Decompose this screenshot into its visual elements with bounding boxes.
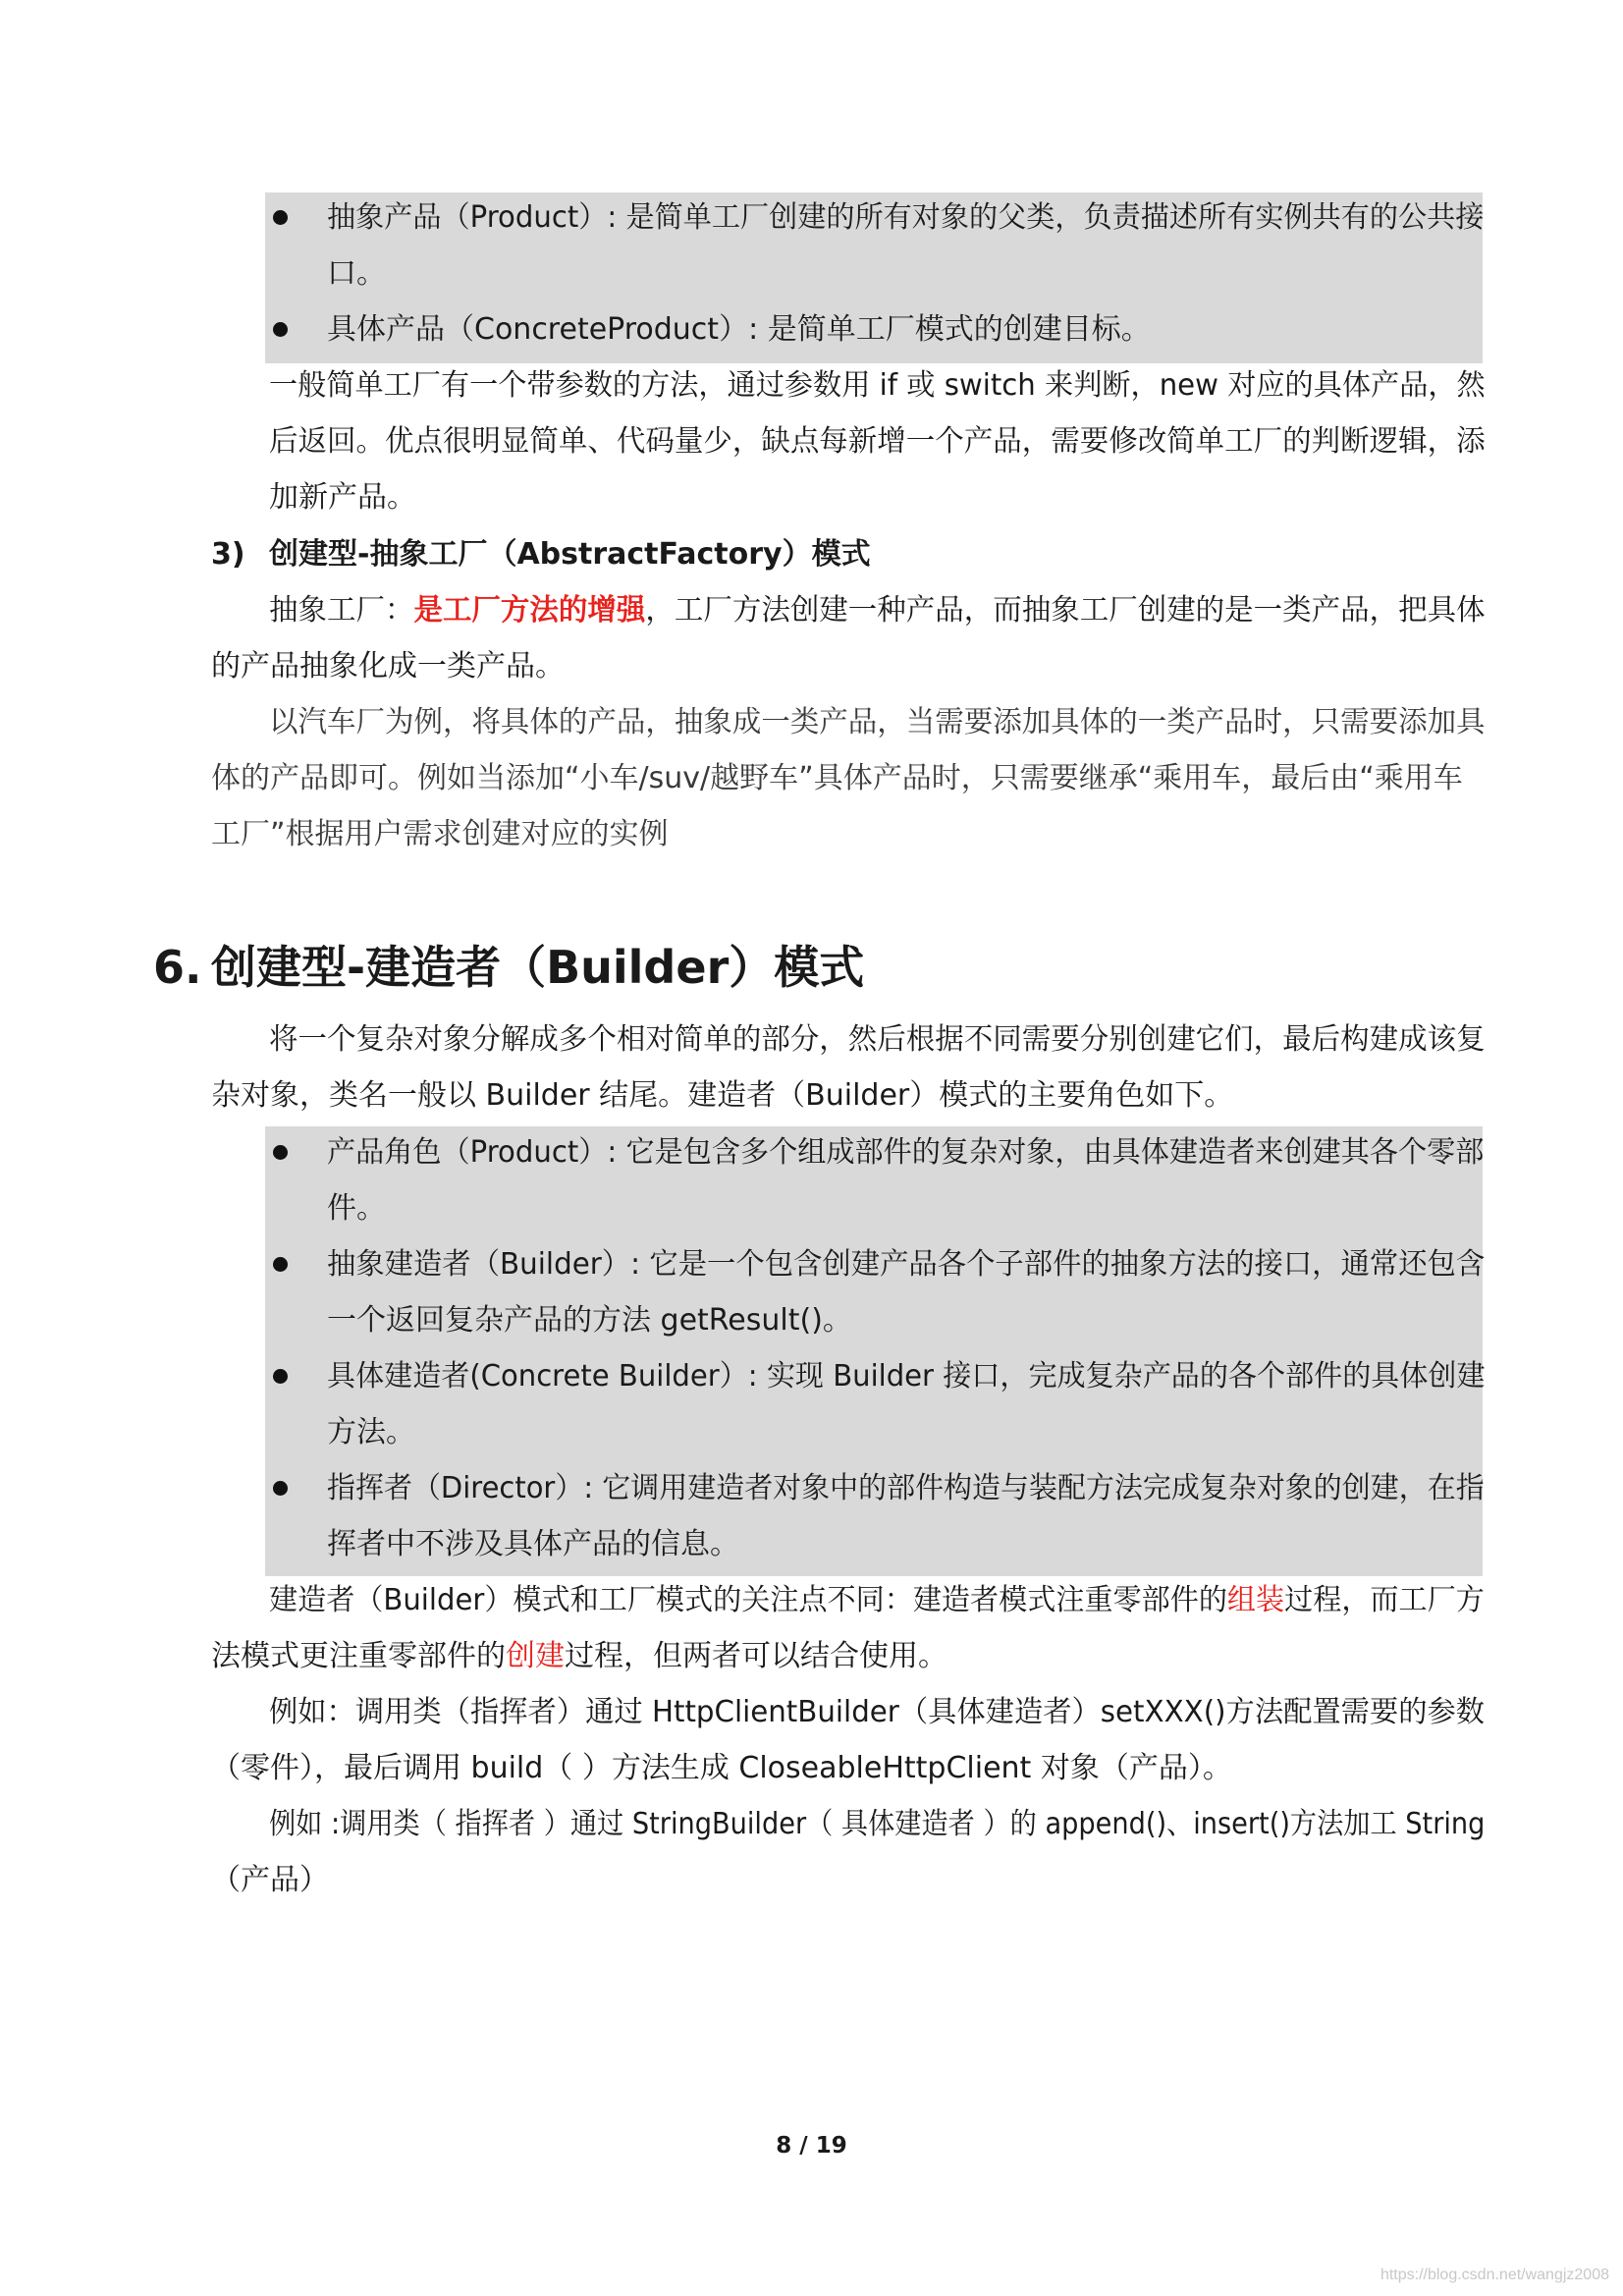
example2-line2: （产品）	[211, 1863, 329, 1897]
bullet-director-line1: 指挥者（Director）: 它调用建造者对象中的部件构造与装配方法完成复杂对象的创建，在指	[327, 1471, 1485, 1505]
section3-para2-line1: 以汽车厂为例，将具体的产品，抽象成一类产品，当需要添加具体的一类产品时，只需要添加具	[269, 705, 1486, 739]
example1-line1: 例如：调用类（指挥者）通过 HttpClientBuilder（具体建造者）setXXX()方法配置需要的参数	[269, 1695, 1486, 1729]
section6-number: 6.	[153, 941, 202, 994]
bullet-abstract-product-line1: 抽象产品（Product）: 是简单工厂创建的所有对象的父类，负责描述所有实例共有的公共接	[327, 200, 1485, 235]
simple-factory-para-line2: 后返回。优点很明显简单、代码量少，缺点每新增一个产品，需要修改简单工厂的判断逻辑，添	[269, 424, 1486, 459]
abstract-factory-highlight: 是工厂方法的增强	[413, 593, 646, 628]
watermark-url: https://blog.csdn.net/wangjz2008	[1380, 2267, 1609, 2283]
simple-factory-para-line3: 加新产品。	[269, 480, 416, 515]
bullet-concrete-product: 具体产品（ConcreteProduct）: 是简单工厂模式的创建目标。	[327, 312, 1151, 347]
bullet-concrete-builder-line2: 方法。	[327, 1415, 415, 1449]
bullet-dot	[273, 322, 288, 337]
bullet-director-line2: 挥者中不涉及具体产品的信息。	[327, 1527, 739, 1561]
abstract-factory-label: 抽象工厂：	[269, 593, 414, 628]
bullet-dot	[273, 210, 288, 225]
section6-intro-line2: 杂对象，类名一般以 Builder 结尾。建造者（Builder）模式的主要角色如下。	[211, 1078, 1234, 1113]
section6-title: 创建型-建造者（Builder）模式	[211, 941, 865, 994]
section6-intro-line1: 将一个复杂对象分解成多个相对简单的部分，然后根据不同需要分别创建它们，最后构建成该复	[269, 1022, 1486, 1057]
section3-para2-line2: 体的产品即可。例如当添加“小车/suv/越野车”具体产品时，只需要继承“乘用车，最后由“乘用车	[211, 761, 1463, 795]
bullet-dot	[273, 1257, 288, 1272]
bullet-abstract-product-line2: 口。	[327, 256, 386, 291]
compare-text-a: 建造者（Builder）模式和工厂模式的关注点不同：建造者模式注重零部件的	[269, 1583, 1227, 1617]
compare-para-line2	[211, 1628, 947, 1684]
section3-number: 3)	[211, 537, 245, 572]
abstract-factory-desc: ，工厂方法创建一种产品，而抽象工厂创建的是一类产品，把具体	[645, 593, 1486, 628]
example1-line2: （零件），最后调用 build（ ）方法生成 CloseableHttpClient 对象（产品）。	[211, 1751, 1232, 1785]
bullet-dot	[273, 1145, 288, 1160]
bullet-product-role-line2: 件。	[327, 1191, 386, 1226]
bullet-dot	[273, 1369, 288, 1384]
compare-text-b: 过程，而工厂方	[1284, 1583, 1485, 1617]
section3-para1-line1	[269, 582, 1486, 638]
compare-highlight-creation: 创建	[506, 1639, 565, 1673]
bullet-abstract-builder-line2: 一个返回复杂产品的方法 getResult()。	[327, 1303, 852, 1338]
example2-line1: 例如 :调用类（ 指挥者 ）通过 StringBuilder（ 具体建造者 ）的 append()、insert()方法加工 String	[269, 1807, 1486, 1841]
section3-title: 创建型-抽象工厂（AbstractFactory）模式	[269, 537, 871, 572]
bullet-abstract-builder-line1: 抽象建造者（Builder）: 它是一个包含创建产品各个子部件的抽象方法的接口，通常还包含	[327, 1247, 1486, 1282]
compare-text-c: 法模式更注重零部件的	[211, 1639, 506, 1673]
compare-text-d: 过程，但两者可以结合使用。	[565, 1639, 947, 1673]
bullet-concrete-builder-line1: 具体建造者(Concrete Builder）: 实现 Builder 接口，完成复杂产品的各个部件的具体创建	[327, 1359, 1486, 1394]
compare-highlight-assembly: 组装	[1226, 1583, 1285, 1617]
page-number: 8 / 19	[776, 2133, 847, 2159]
bullet-dot	[273, 1481, 288, 1496]
section3-para1-line2: 的产品抽象化成一类产品。	[211, 649, 565, 683]
simple-factory-para-line1: 一般简单工厂有一个带参数的方法，通过参数用 if 或 switch 来判断，new 对应的具体产品，然	[269, 368, 1486, 403]
section3-para2-line3: 工厂”根据用户需求创建对应的实例	[211, 817, 669, 851]
bullet-product-role-line1: 产品角色（Product）: 它是包含多个组成部件的复杂对象，由具体建造者来创建其各个零部	[327, 1135, 1485, 1170]
compare-para-line1	[269, 1572, 1485, 1628]
